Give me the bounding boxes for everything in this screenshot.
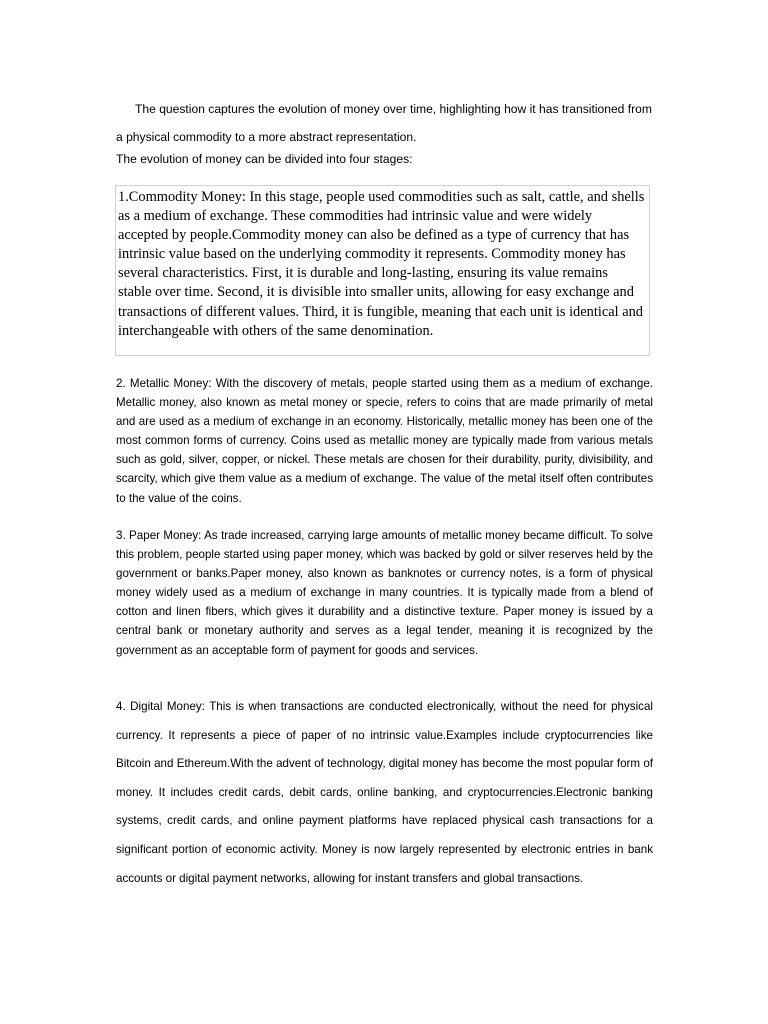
paper-money-paragraph: 3. Paper Money: As trade increased, carrying large amounts of metallic money became difficult. To solve this problem, people started using paper money, which was backed by gold or silver reserves held by the government or banks.Paper money, also known as banknotes or currency notes, is a form of physical money widely used as a medium of exchange in many countries. It is typically made from a blend of cotton and linen fibers, which gives it durability and a distinctive texture. Paper money is issued by a central bank or monetary authority and serves as a legal tender, meaning it is recognized by the government as an acceptable form of payment for goods and services.	[116, 529, 653, 657]
commodity-money-textbox	[115, 185, 650, 356]
commodity-money-paragraph: 1.Commodity Money: In this stage, people used commodities such as salt, cattle, and shells as a medium of exchange. These commodities had intrinsic value and were widely accepted by people.Commodity money can also be defined as a type of currency that has intrinsic value based on the underlying commodity it represents. Commodity money has several characteristics. First, it is durable and long-lasting, ensuring its value remains stable over time. Second, it is divisible into smaller units, allowing for easy exchange and transactions of different values. Third, it is fungible, meaning that each unit is identical and interchangeable with others of the same denomination.	[118, 189, 645, 339]
digital-money-paragraph: 4. Digital Money: This is when transactions are conducted electronically, without the need for physical currency. It represents a piece of paper of no intrinsic value.Examples include cryptocurrencies like Bitcoin and Ethereum.With the advent of technology, digital money has become the most popular form of money. It includes credit cards, debit cards, online banking, and cryptocurrencies.Electronic banking systems, credit cards, and online payment platforms have replaced physical cash transactions for a significant portion of economic activity. Money is now largely represented by electronic entries in bank accounts or digital payment networks, allowing for instant transfers and global transactions.	[116, 700, 653, 885]
intro-paragraph: The question captures the evolution of money over time, highlighting how it has transitioned from a physical commodity to a more abstract representation.	[116, 102, 652, 144]
metallic-money-paragraph: 2. Metallic Money: With the discovery of metals, people started using them as a medium of exchange. Metallic money, also known as metal money or specie, refers to coins that are made primarily of metal and are used as a medium of exchange in an economy. Historically, metallic money has been one of the most common forms of currency. Coins used as metallic money are typically made from various metals such as gold, silver, copper, or nickel. These metals are chosen for their durability, purity, divisibility, and scarcity, which give them value as a medium of exchange. The value of the metal itself often contributes to the value of the coins.	[116, 377, 653, 505]
stages-intro-paragraph: The evolution of money can be divided into four stages:	[116, 152, 413, 166]
